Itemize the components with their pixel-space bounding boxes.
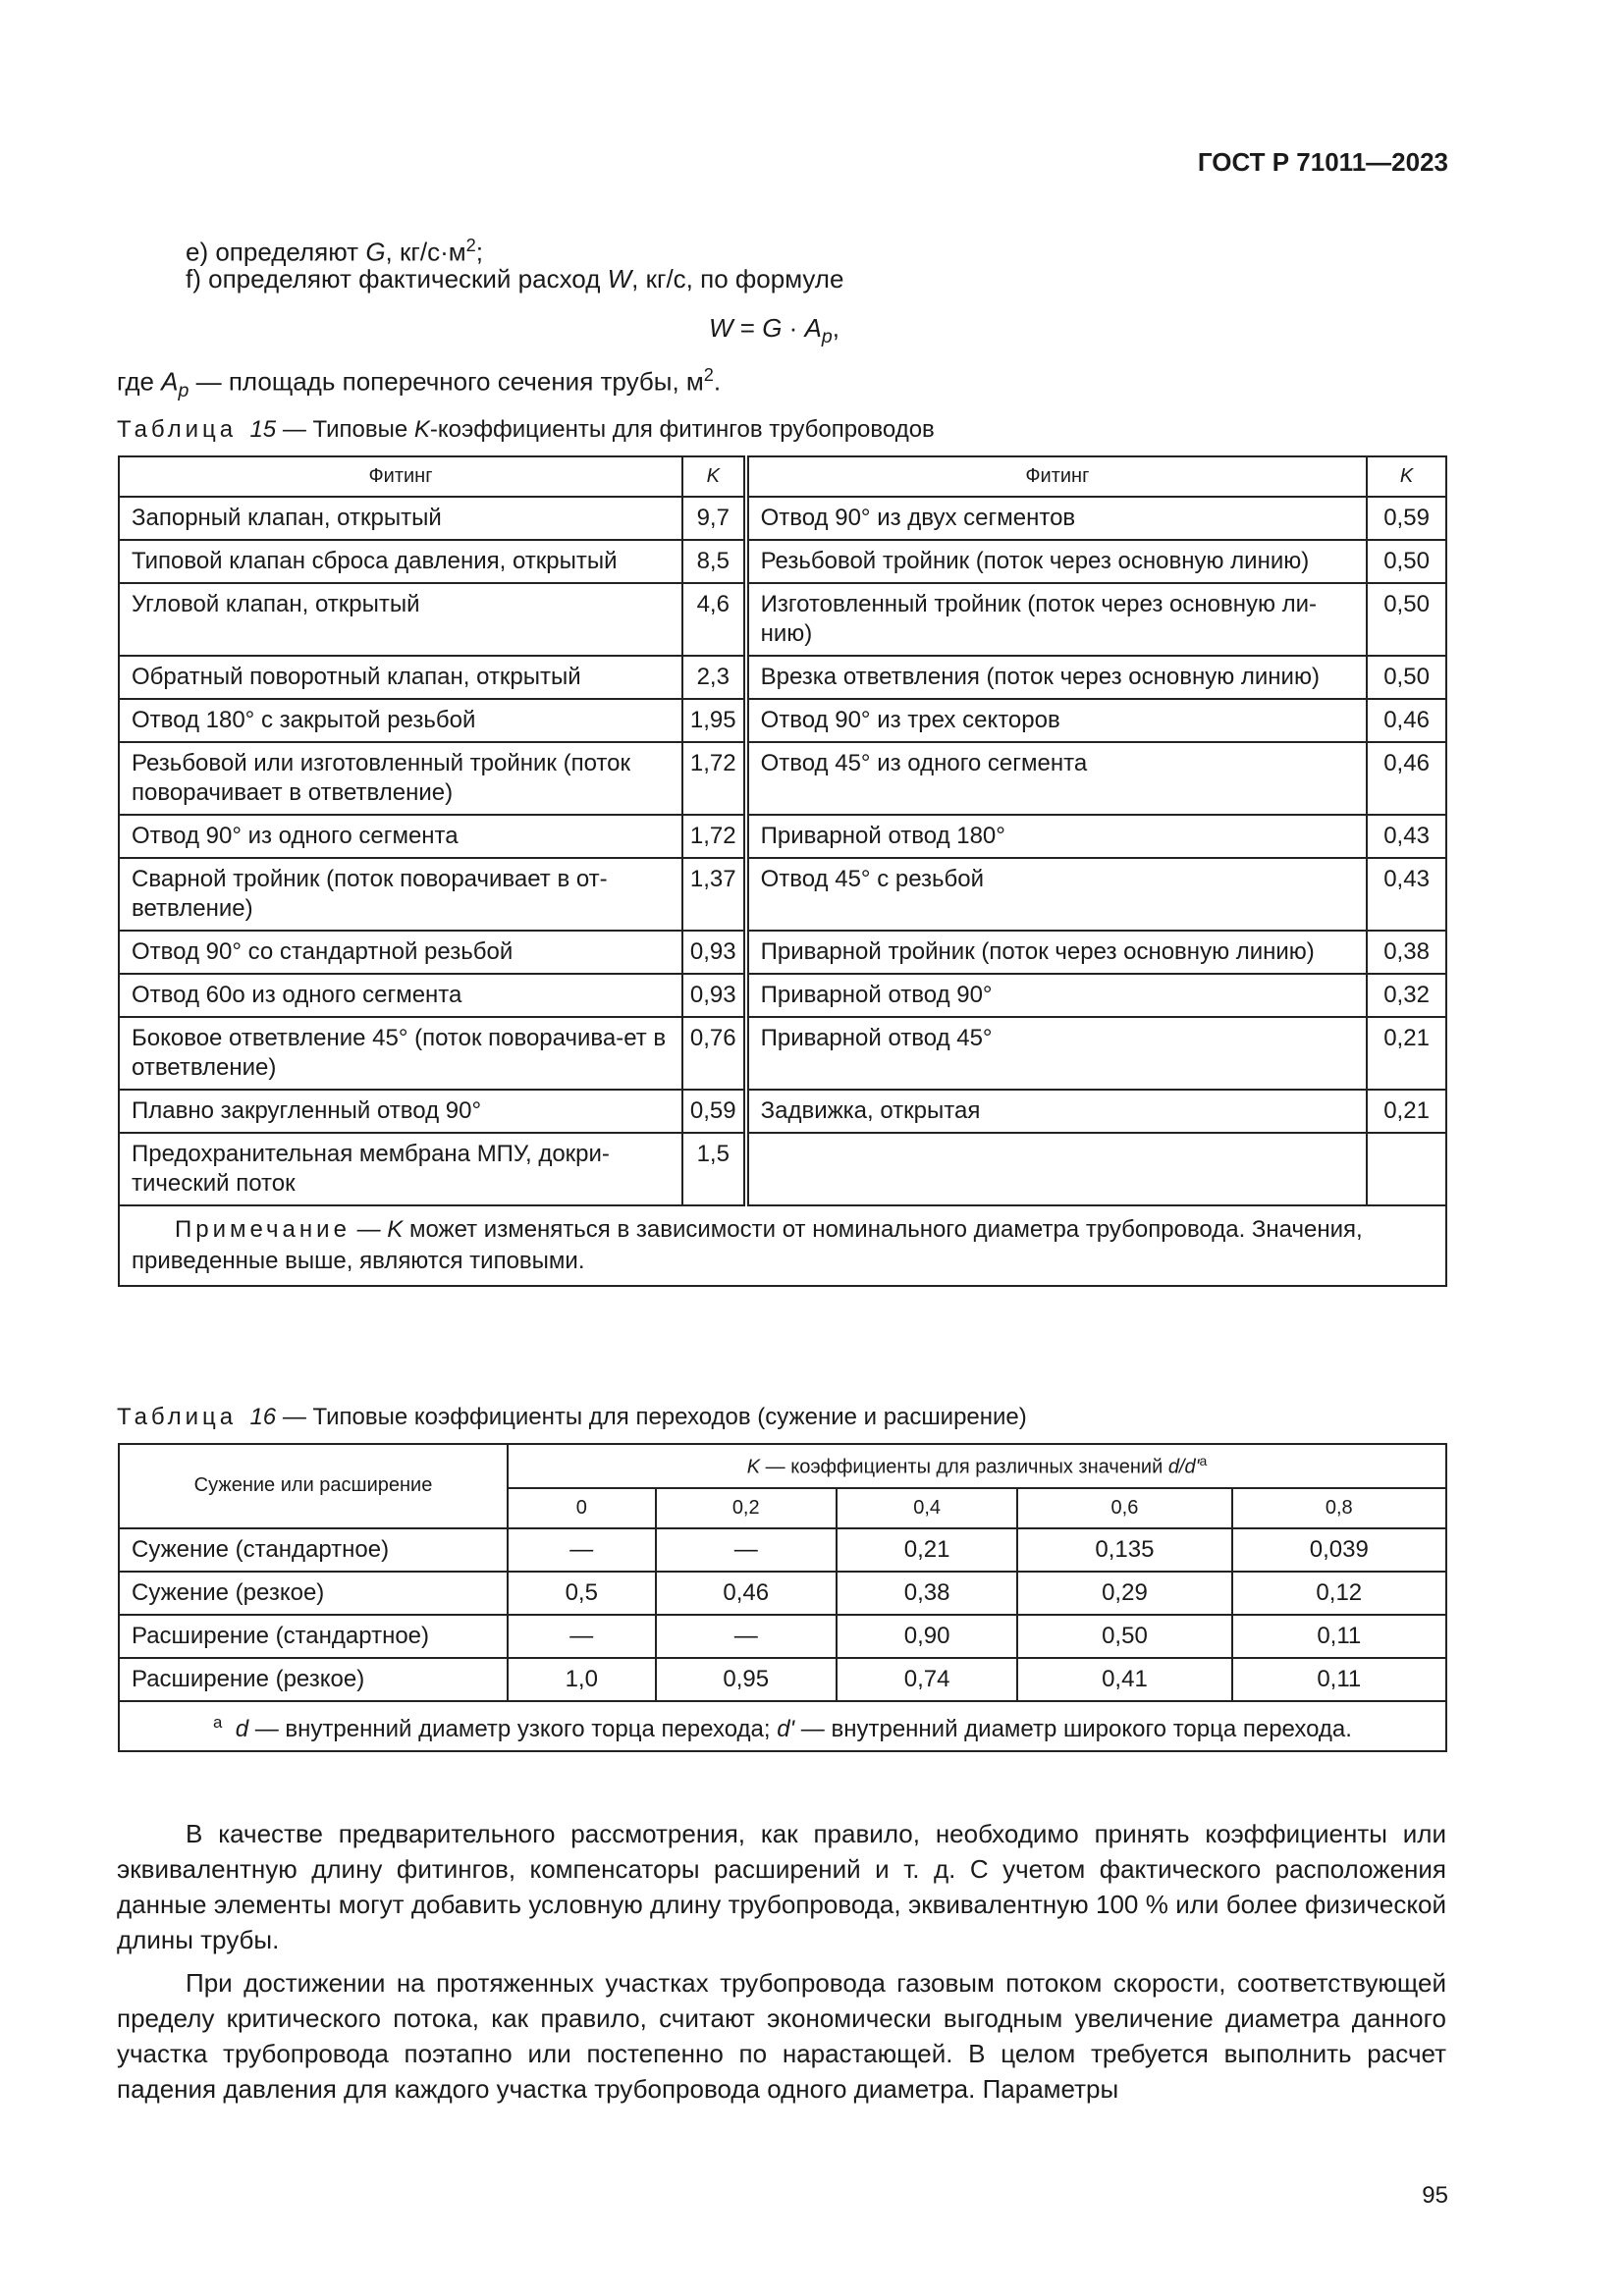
table15-note: Примечание — K может изменяться в зависимости от номинального диаметра трубопровода. Значения, приведенные выше, являются типовыми. <box>119 1205 1446 1286</box>
k-cell: 0,93 <box>682 931 746 974</box>
fitting-cell: Резьбовой или изготовленный тройник (поток поворачивает в ответвление) <box>119 742 682 815</box>
k-cell: 0,21 <box>1367 1017 1446 1090</box>
fitting-cell: Резьбовой тройник (поток через основную линию) <box>746 540 1368 583</box>
k-cell: 1,72 <box>682 742 746 815</box>
header-fitting-left: Фитинг <box>119 456 682 497</box>
k-cell: 0,93 <box>682 974 746 1017</box>
k-cell: 9,7 <box>682 497 746 540</box>
value-cell: 0,5 <box>508 1572 656 1615</box>
fitting-cell: Приварной отвод 180° <box>746 815 1368 858</box>
type-cell: Сужение (резкое) <box>119 1572 508 1615</box>
type-cell: Расширение (стандартное) <box>119 1615 508 1658</box>
col-header: 0 <box>508 1488 656 1528</box>
step-f: f) определяют фактический расход W, кг/с, по формуле <box>186 264 844 294</box>
k-cell: 2,3 <box>682 656 746 699</box>
header-type: Сужение или расширение <box>119 1444 508 1528</box>
table16-caption: Таблица 16 — Типовые коэффициенты для переходов (сужение и расширение) <box>117 1404 1027 1430</box>
fitting-cell: Отвод 90° из двух сегментов <box>746 497 1368 540</box>
value-cell: 0,38 <box>837 1572 1017 1615</box>
table-row <box>119 1017 1446 1090</box>
value-cell: 0,50 <box>1017 1615 1231 1658</box>
fitting-cell: Отвод 180° с закрытой резьбой <box>119 699 682 742</box>
table-row <box>119 1572 1446 1615</box>
table-row <box>119 1528 1446 1572</box>
col-header: 0,6 <box>1017 1488 1231 1528</box>
body-text <box>117 1816 1446 2107</box>
fitting-cell: Боковое ответвление 45° (поток поворачива-ет в ответвление) <box>119 1017 682 1090</box>
k-cell: 0,38 <box>1367 931 1446 974</box>
k-cell: 0,21 <box>1367 1090 1446 1133</box>
table-row <box>119 1615 1446 1658</box>
k-cell: 1,95 <box>682 699 746 742</box>
fitting-cell: Отвод 90° из трех секторов <box>746 699 1368 742</box>
k-cell: 1,37 <box>682 858 746 931</box>
table-row <box>119 497 1446 540</box>
k-cell: 0,59 <box>682 1090 746 1133</box>
table15-header <box>119 456 1446 497</box>
fitting-cell: Приварной отвод 90° <box>746 974 1368 1017</box>
k-cell <box>1367 1133 1446 1205</box>
fitting-cell: Изготовленный тройник (поток через основную ли-нию) <box>746 583 1368 656</box>
paragraph: При достижении на протяженных участках трубопровода газовым потоком скорости, соответствующей пределу критического потока, как правило, считают экономически выгодным увеличение диаметра данного участка трубопровода поэтапно или постепенно по нарастающей. В целом требуется выполнить расчет падения давления для каждого участка трубопровода одного диаметра. Параметры <box>117 1968 1446 2104</box>
fitting-cell: Задвижка, открытая <box>746 1090 1368 1133</box>
k-cell: 0,50 <box>1367 656 1446 699</box>
k-cell: 0,50 <box>1367 583 1446 656</box>
header-k-group: K — коэффициенты для различных значений $d/d'^a$ <box>508 1444 1446 1488</box>
value-cell: — <box>656 1528 837 1572</box>
fitting-cell: Запорный клапан, открытый <box>119 497 682 540</box>
value-cell: 0,74 <box>837 1658 1017 1701</box>
step-e: е) определяют G, $кг/с\cdot м^2$; <box>186 236 483 267</box>
k-cell: 0,46 <box>1367 699 1446 742</box>
table15-caption: Таблица 15 — Типовые K-коэффициенты для фитингов трубопроводов <box>117 416 935 443</box>
k-cell: 0,43 <box>1367 858 1446 931</box>
table-row <box>119 742 1446 815</box>
fitting-cell: Плавно закругленный отвод 90° <box>119 1090 682 1133</box>
fitting-cell: Сварной тройник (поток поворачивает в от-ветвление) <box>119 858 682 931</box>
value-cell: 0,11 <box>1232 1658 1446 1701</box>
k-cell: 0,32 <box>1367 974 1446 1017</box>
value-cell: 0,135 <box>1017 1528 1231 1572</box>
table-row <box>119 931 1446 974</box>
fitting-cell: Типовой клапан сброса давления, открытый <box>119 540 682 583</box>
table16-footnote-row <box>119 1701 1446 1751</box>
value-cell: 0,46 <box>656 1572 837 1615</box>
where-text: где $A_p$ — площадь поперечного сечения трубы, $м^2$. <box>117 365 722 401</box>
table-row <box>119 1133 1446 1205</box>
fitting-cell: Врезка ответвления (поток через основную линию) <box>746 656 1368 699</box>
table-row <box>119 1658 1446 1701</box>
table15-note-row <box>119 1205 1446 1286</box>
table-row <box>119 540 1446 583</box>
table16-header-top <box>119 1444 1446 1488</box>
value-cell: 0,95 <box>656 1658 837 1701</box>
value-cell: — <box>656 1615 837 1658</box>
value-cell: 0,11 <box>1232 1615 1446 1658</box>
type-cell: Сужение (стандартное) <box>119 1528 508 1572</box>
fitting-cell: Отвод 90° из одного сегмента <box>119 815 682 858</box>
table16 <box>118 1443 1447 1752</box>
table-row <box>119 858 1446 931</box>
header-k-right: K <box>1367 456 1446 497</box>
page-number: 95 <box>1422 2182 1448 2209</box>
type-cell: Расширение (резкое) <box>119 1658 508 1701</box>
fitting-cell: Обратный поворотный клапан, открытый <box>119 656 682 699</box>
k-cell: 0,43 <box>1367 815 1446 858</box>
table-row <box>119 974 1446 1017</box>
formula: $W = G \cdot A_p$, <box>709 313 839 348</box>
header-fitting-right: Фитинг <box>746 456 1368 497</box>
fitting-cell: Приварной отвод 45° <box>746 1017 1368 1090</box>
table-row <box>119 656 1446 699</box>
value-cell: 0,41 <box>1017 1658 1231 1701</box>
value-cell: 0,29 <box>1017 1572 1231 1615</box>
header-k-left: K <box>682 456 746 497</box>
value-cell: — <box>508 1615 656 1658</box>
k-cell: 1,72 <box>682 815 746 858</box>
fitting-cell <box>746 1133 1368 1205</box>
fitting-cell: Отвод 60о из одного сегмента <box>119 974 682 1017</box>
col-header: 0,8 <box>1232 1488 1446 1528</box>
value-cell: 0,21 <box>837 1528 1017 1572</box>
table16-footnote: $^a$ d — внутренний диаметр узкого торца перехода; d' — внутренний диаметр широкого торца перехода. <box>119 1701 1446 1751</box>
document-header: ГОСТ Р 71011—2023 <box>1197 147 1448 177</box>
table-row <box>119 1090 1446 1133</box>
table-row <box>119 699 1446 742</box>
k-cell: 8,5 <box>682 540 746 583</box>
value-cell: 0,12 <box>1232 1572 1446 1615</box>
k-cell: 0,50 <box>1367 540 1446 583</box>
fitting-cell: Угловой клапан, открытый <box>119 583 682 656</box>
table15 <box>118 455 1447 1287</box>
fitting-cell: Отвод 45° из одного сегмента <box>746 742 1368 815</box>
fitting-cell: Приварной тройник (поток через основную линию) <box>746 931 1368 974</box>
fitting-cell: Отвод 45° с резьбой <box>746 858 1368 931</box>
value-cell: — <box>508 1528 656 1572</box>
fitting-cell: Предохранительная мембрана МПУ, докри-тический поток <box>119 1133 682 1205</box>
value-cell: 0,90 <box>837 1615 1017 1658</box>
k-cell: 4,6 <box>682 583 746 656</box>
table-row <box>119 815 1446 858</box>
k-cell: 0,46 <box>1367 742 1446 815</box>
k-cell: 1,5 <box>682 1133 746 1205</box>
paragraph: В качестве предварительного рассмотрения, как правило, необходимо принять коэффициенты или эквивалентную длину фитингов, компенсаторы расширений и т. д. С учетом фактического расположения данные элементы могут добавить условную длину трубопровода, эквивалентную 100 % или более физической длины трубы. <box>117 1819 1446 1954</box>
col-header: 0,4 <box>837 1488 1017 1528</box>
k-cell: 0,59 <box>1367 497 1446 540</box>
col-header: 0,2 <box>656 1488 837 1528</box>
table-row <box>119 583 1446 656</box>
value-cell: 1,0 <box>508 1658 656 1701</box>
value-cell: 0,039 <box>1232 1528 1446 1572</box>
fitting-cell: Отвод 90° со стандартной резьбой <box>119 931 682 974</box>
k-cell: 0,76 <box>682 1017 746 1090</box>
